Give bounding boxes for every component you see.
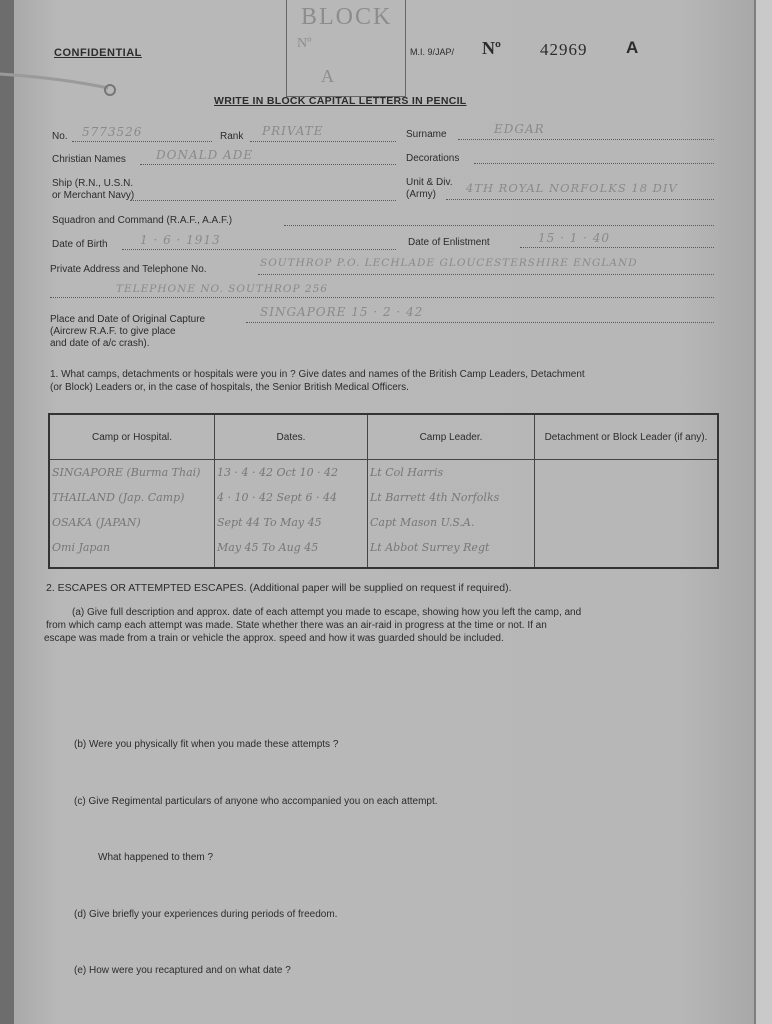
capture-value: SINGAPORE 15 · 2 · 42	[260, 305, 424, 319]
dob-dotted-line	[122, 249, 396, 250]
address-dotted-line-1	[258, 274, 714, 275]
document-number: 42969	[540, 40, 588, 59]
confidential-label: CONFIDENTIAL	[54, 47, 142, 59]
address-value-line1: SOUTHROP P.O. LECHLADE GLOUCESTERSHIRE ENGLAND	[260, 257, 638, 269]
address-dotted-line-2	[50, 297, 714, 298]
camps-table-header-row	[49, 414, 718, 460]
question2-title: 2. ESCAPES OR ATTEMPTED ESCAPES. (Additional paper will be supplied on request if required).	[46, 582, 512, 594]
enlistment-value: 15 · 1 · 40	[538, 231, 611, 245]
unit-label-line1: Unit & Div.	[406, 177, 453, 188]
unit-value: 4TH ROYAL NORFOLKS 18 DIV	[466, 181, 678, 195]
dates-entry: Sept 44 To May 45	[217, 516, 322, 529]
ref-prefix: M.I. 9/JAP/	[410, 47, 455, 57]
left-binding-shadow	[0, 0, 14, 1024]
capture-dotted-line	[246, 322, 714, 323]
squadron-label: Squadron and Command (R.A.F., A.A.F.)	[52, 215, 233, 226]
leader-entry: Lt Col Harris	[370, 466, 444, 479]
no-dotted-line	[72, 141, 212, 142]
block-leader-entry	[535, 535, 717, 560]
question2d: (d) Give briefly your experiences during periods of freedom.	[74, 909, 338, 920]
leader-entry: Capt Mason U.S.A.	[370, 516, 475, 529]
block-stamp	[286, 0, 406, 97]
address-label: Private Address and Telephone No.	[50, 264, 207, 275]
block-leader-entry	[535, 510, 717, 535]
block-leader-column	[535, 460, 719, 569]
ship-label-line2: or Merchant Navy)	[52, 190, 135, 201]
question2e: (e) How were you recaptured and on what date ?	[74, 965, 291, 976]
question2c: (c) Give Regimental particulars of anyone who accompanied you on each attempt.	[74, 796, 438, 807]
number-symbol: Nº	[482, 38, 501, 58]
address-value-line2: TELEPHONE NO. SOUTHROP 256	[116, 283, 328, 295]
camps-table	[48, 413, 719, 569]
capture-label-line3: and date of a/c crash).	[50, 338, 150, 349]
decorations-label: Decorations	[406, 153, 460, 164]
camp-column	[49, 460, 215, 569]
header-camp-or-hospital: Camp or Hospital.	[49, 414, 215, 460]
capture-label-line2: (Aircrew R.A.F. to give place	[50, 326, 176, 337]
surname-dotted-line	[458, 139, 714, 140]
dates-column	[215, 460, 368, 569]
surname-value: EDGAR	[494, 122, 545, 136]
dob-label: Date of Birth	[52, 239, 108, 250]
question1-line2: (or Block) Leaders or, in the case of hospitals, the Senior British Medical Officers.	[50, 382, 409, 393]
decorations-dotted-line	[474, 163, 714, 164]
stamp-no: Nº	[297, 36, 312, 51]
question2a-line2: from which camp each attempt was made. State whether there was an air-raid in progress at the time or not. If an	[46, 620, 547, 631]
enlistment-label: Date of Enlistment	[408, 237, 490, 248]
camp-entry: SINGAPORE (Burma Thai)	[52, 466, 201, 479]
header-dates: Dates.	[215, 414, 368, 460]
question2a-line1: (a) Give full description and approx. date of each attempt you made to escape, showing how you left the camp, and	[72, 607, 582, 618]
block-leader-entry	[535, 460, 717, 485]
leader-column	[368, 460, 535, 569]
question2a-line3: escape was made from a train or vehicle the approx. speed and how it was guarded should be included.	[44, 633, 504, 644]
ship-label-line1: Ship (R.N., U.S.N.	[52, 178, 134, 189]
header-detachment-leader: Detachment or Block Leader (if any).	[535, 414, 719, 460]
christian-names-label: Christian Names	[52, 154, 126, 165]
question2b: (b) Were you physically fit when you made these attempts ?	[74, 739, 339, 750]
rank-dotted-line	[250, 141, 396, 142]
stamp-letter: A	[321, 66, 334, 86]
question1-line1: 1. What camps, detachments or hospitals were you in ? Give dates and names of the British Camp Leaders, Detachment	[50, 369, 585, 380]
header-camp-leader: Camp Leader.	[368, 414, 535, 460]
camp-entry: OSAKA (JAPAN)	[52, 516, 141, 529]
dates-entry: 4 · 10 · 42 Sept 6 · 44	[217, 491, 337, 504]
stamp-word: BLOCK	[301, 4, 393, 30]
ship-dotted-line	[130, 200, 396, 201]
dates-entry: 13 · 4 · 42 Oct 10 · 42	[217, 466, 339, 479]
camps-table-body	[49, 460, 718, 569]
leader-entry: Lt Abbot Surrey Regt	[370, 541, 490, 554]
rank-value: PRIVATE	[262, 124, 324, 138]
question2c-followup: What happened to them ?	[98, 852, 214, 863]
unit-label-line2: (Army)	[406, 189, 436, 200]
camp-entry: THAILAND (Jap. Camp)	[52, 491, 185, 504]
christian-dotted-line	[140, 164, 396, 165]
no-value: 5773526	[82, 125, 143, 139]
block-leader-entry	[535, 485, 717, 510]
page-right-edge	[754, 0, 772, 1024]
dates-entry: May 45 To Aug 45	[217, 541, 319, 554]
surname-label: Surname	[406, 129, 447, 140]
rank-label: Rank	[220, 131, 244, 142]
tag-string-icon	[0, 66, 118, 96]
enlistment-dotted-line	[520, 247, 714, 248]
capture-label-line1: Place and Date of Original Capture	[50, 314, 206, 325]
leader-entry: Lt Barrett 4th Norfolks	[370, 491, 500, 504]
squadron-dotted-line	[284, 225, 714, 226]
dob-value: 1 · 6 · 1913	[140, 233, 221, 247]
document-suffix: A	[626, 38, 639, 57]
unit-dotted-line	[446, 199, 714, 200]
camp-entry: Omi Japan	[52, 541, 111, 554]
block-capitals-instruction: WRITE IN BLOCK CAPITAL LETTERS IN PENCIL	[214, 95, 467, 107]
christian-names-value: DONALD ADE	[156, 148, 254, 162]
no-label: No.	[52, 131, 68, 142]
